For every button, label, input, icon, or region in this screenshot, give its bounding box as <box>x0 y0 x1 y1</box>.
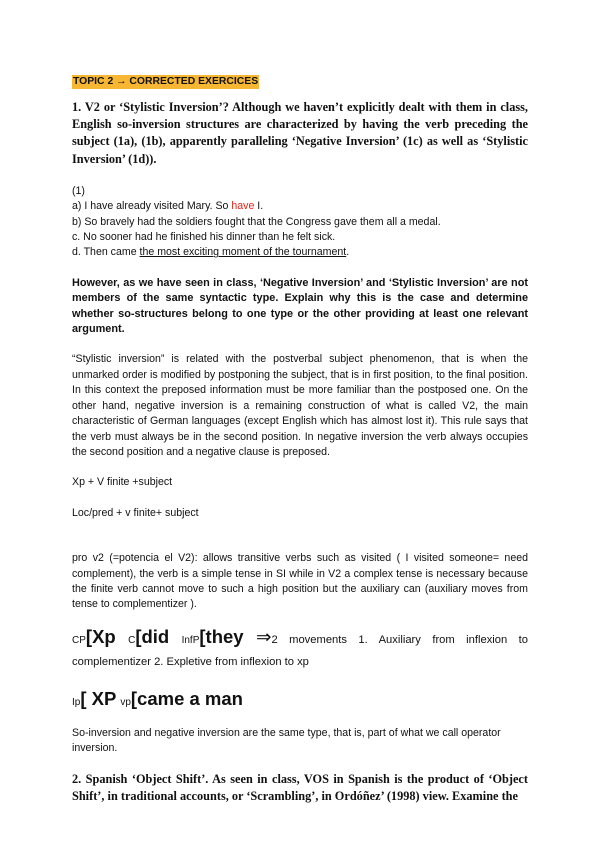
example-d-underlined: the most exciting moment of the tournament <box>139 246 347 259</box>
tree-structure-2 <box>72 688 528 714</box>
did-bracket: [did <box>135 625 170 647</box>
example-number: (1) <box>72 184 85 197</box>
example-d <box>72 245 528 260</box>
document-page <box>72 71 528 805</box>
double-arrow-icon: ⇒ <box>255 625 272 647</box>
example-a-end: I. <box>254 200 264 213</box>
example-b: b) So bravely had the soldiers fought that the Congress gave them all a medal. <box>72 215 441 228</box>
example-c: c. No sooner had he finished his dinner than he felt sick. <box>72 231 336 244</box>
pro-v2-paragraph: pro v2 (=potencia el V2): allows transitive verbs such as visited ( I visited someone= need complement), the verb is a simple tense in SI while in V2 a complex tense is necessary because the finite verb cannot move to such a high position but the auxiliary can (auxiliary moves from tense to complementizer ). <box>72 552 528 611</box>
formula-1: Xp + V finite +subject <box>72 476 173 489</box>
xp-bracket-2: [ XP <box>80 687 117 709</box>
they-bracket: [they <box>199 625 244 647</box>
movements-text: 2 movements 1. Auxiliary from inflexion to complementizer 2. Expletive from inflexion to xp <box>72 633 529 668</box>
question-2-heading: 2. Spanish ‘Object Shift’. As seen in class, VOS in Spanish is the product of ‘Object Shift’, in traditional accounts, or ‘Scrambling’, in Ordóñez’ (1998) view. Examine the <box>72 771 528 803</box>
vp-label: vp <box>120 696 131 708</box>
formula-2: Loc/pred + v finite+ subject <box>72 506 199 519</box>
page-title <box>72 71 528 89</box>
infp-label: InfP <box>181 634 200 646</box>
answer-paragraph: “Stylistic inversion” is related with the postverbal subject phenomenon, that is when the unmarked order is modified by postponing the subject, that is in first position, to the final position. In this context the preposed information must be more familiar than the postposed one. On the other hand, negative inversion is a remaining construction of what is called V2, the main characteristic of German languages (except English which has almost lost it). This rule says that the verb must always be in the second position. In negative inversion the verb always occupies the second position and a negative clause is preposed. <box>72 353 528 458</box>
example-d-text: d. Then came <box>72 246 140 259</box>
example-a-text: a) I have already visited Mary. So <box>72 200 232 213</box>
tree-structure-1 <box>72 627 528 672</box>
title-highlight: TOPIC 2 → CORRECTED EXERCICES <box>73 76 259 87</box>
question-1-prompt: However, as we have seen in class, ‘Negative Inversion’ and ‘Stylistic Inversion’ are not members of the same syntactic type. Explain why this is the case and determine whether so-structures belong to one type or the other providing at least one relevant argument. <box>72 276 528 336</box>
c-label: C <box>128 634 136 646</box>
xp-bracket: [Xp <box>85 625 116 647</box>
conclusion-paragraph: So-inversion and negative inversion are the same type, that is, part of what we call operator inversion. <box>72 726 501 755</box>
example-d-end: . <box>346 246 350 259</box>
ip-label: Ip <box>72 696 81 708</box>
example-a-highlight: have <box>231 200 255 213</box>
came-a-man-bracket: [came a man <box>130 687 243 709</box>
example-a <box>72 199 528 214</box>
cp-label: CP <box>72 634 86 646</box>
examples-block <box>72 184 528 261</box>
question-1-heading: 1. V2 or ‘Stylistic Inversion’? Although we haven’t explicitly dealt with them in class, English so-inversion structures are characterized by having the verb preceding the subject (1a), (1b), apparently paralleling ‘Negative Inversion’ (1c) as well as ‘Stylistic Inversion’ (1d)). <box>72 100 528 166</box>
